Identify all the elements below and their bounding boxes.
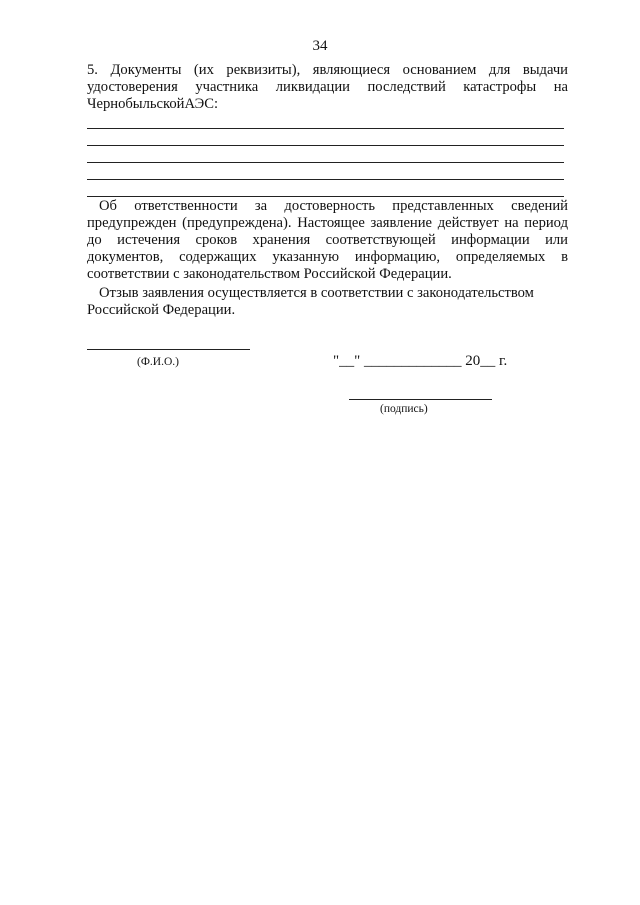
revocation-line: Отзыв заявления осуществляется в соответствии с законодательством bbox=[99, 285, 534, 301]
documents-fill-line[interactable] bbox=[87, 128, 564, 129]
revocation-paragraph bbox=[87, 285, 568, 319]
responsibility-line: до истечения сроков хранения соответствующей информации или bbox=[87, 232, 568, 248]
responsibility-line: Об ответственности за достоверность представленных сведений bbox=[99, 198, 568, 214]
responsibility-paragraph bbox=[87, 198, 568, 283]
section-5-paragraph bbox=[87, 62, 568, 113]
documents-fill-line[interactable] bbox=[87, 179, 564, 180]
section-5-line: 5. Документы (их реквизиты), являющиеся основанием для выдачи bbox=[87, 62, 568, 78]
revocation-line: Российской Федерации. bbox=[87, 302, 236, 318]
documents-fill-line[interactable] bbox=[87, 145, 564, 146]
documents-fill-line[interactable] bbox=[87, 162, 564, 163]
fio-label: (Ф.И.О.) bbox=[137, 356, 179, 368]
fio-line[interactable] bbox=[87, 349, 250, 350]
section-5-line: удостоверения участника ликвидации последствий катастрофы на bbox=[87, 79, 568, 95]
page-number: 34 bbox=[312, 38, 328, 54]
responsibility-line: документов, содержащих указанную информацию, определяемых в bbox=[87, 249, 568, 265]
signature-line[interactable] bbox=[349, 399, 492, 400]
section-5-line: ЧернобыльскойАЭС: bbox=[87, 96, 219, 112]
documents-fill-line[interactable] bbox=[87, 196, 564, 197]
responsibility-line: предупрежден (предупреждена). Настоящее заявление действует на период bbox=[87, 215, 568, 231]
signature-label: (подпись) bbox=[380, 403, 428, 415]
responsibility-line: соответствии с законодательством Российской Федерации. bbox=[87, 266, 452, 282]
date-field[interactable]: "__" _____________ 20__ г. bbox=[333, 353, 508, 369]
